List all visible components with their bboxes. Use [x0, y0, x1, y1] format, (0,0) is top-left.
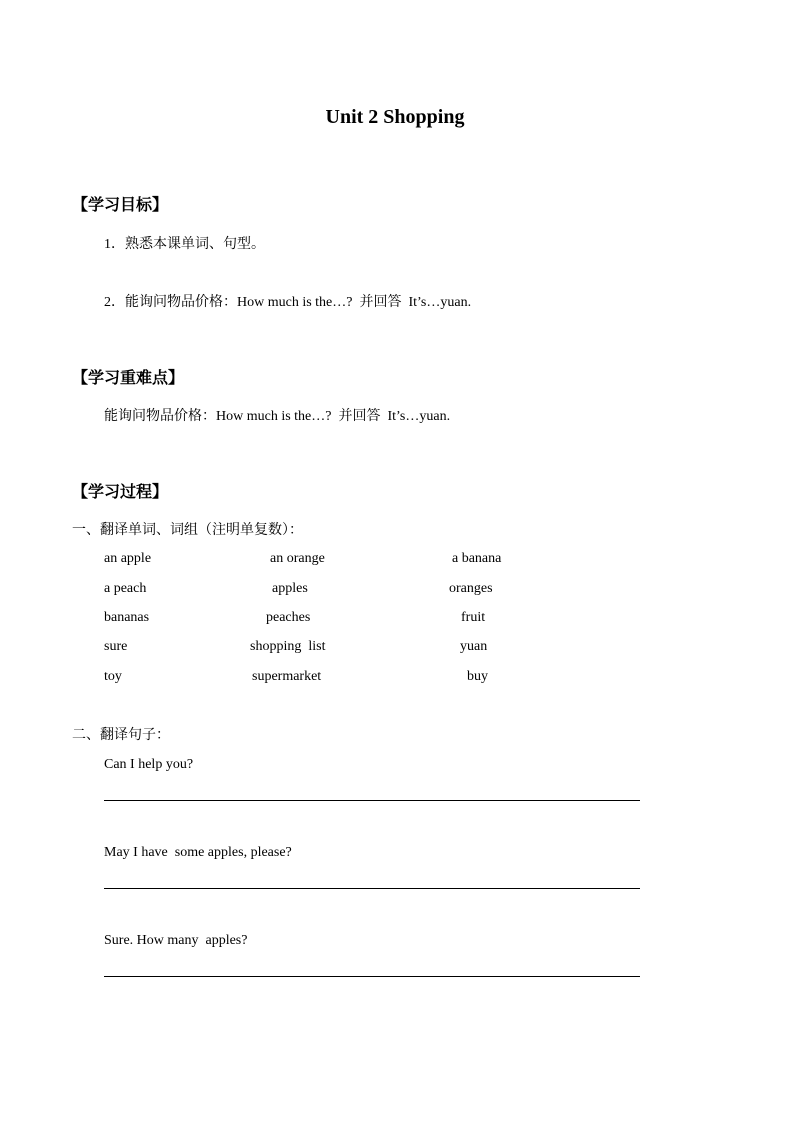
objective-text-cn: 能询问物品价格： [125, 294, 237, 310]
sentence-prompt: Can I help you? [104, 757, 194, 772]
sentence-prompt: May I have some apples, please? [104, 845, 292, 860]
objectives-heading: 【学习目标】 [72, 195, 169, 214]
part2-title: 二、翻译句子： [72, 727, 170, 743]
objective-number: 1． [104, 237, 125, 252]
objective-item-1 [104, 233, 265, 253]
word-cell: fruit [461, 610, 486, 625]
key-points-text-cn: 能询问物品价格： [104, 408, 216, 424]
answer-line [104, 888, 640, 889]
word-cell: toy [104, 669, 122, 684]
word-cell: bananas [104, 610, 150, 625]
key-points-heading: 【学习重难点】 [72, 368, 185, 387]
process-heading: 【学习过程】 [72, 482, 169, 501]
word-cell: an orange [270, 551, 325, 566]
key-points-text-cn2: 并回答 [338, 408, 381, 424]
objective-text-en2: It’s…yuan. [408, 295, 472, 310]
word-cell: peaches [266, 610, 311, 625]
sentence-prompt: Sure. How many apples? [104, 933, 248, 948]
objective-number: 2． [104, 295, 125, 310]
objective-text-en: How much is the…? [237, 295, 353, 310]
key-points-text-en: How much is the…? [216, 409, 332, 424]
part1-title: 一、翻译单词、词组（注明单复数）： [72, 522, 303, 538]
objective-text: 熟悉本课单词、句型。 [125, 236, 265, 252]
page-title: Unit 2 Shopping [325, 106, 465, 128]
answer-line [104, 976, 640, 977]
word-cell: supermarket [252, 669, 322, 684]
objective-item-2 [104, 291, 471, 311]
word-cell: a peach [104, 581, 147, 596]
word-cell: buy [467, 669, 488, 684]
word-cell: yuan [460, 639, 488, 654]
word-cell: a banana [452, 551, 502, 566]
key-points-text-en2: It’s…yuan. [387, 409, 451, 424]
objective-text-cn2: 并回答 [359, 294, 402, 310]
key-points-text [104, 405, 450, 425]
answer-line [104, 800, 640, 801]
word-cell: an apple [104, 551, 152, 566]
word-cell: oranges [449, 581, 493, 596]
word-cell: sure [104, 639, 128, 654]
word-cell: apples [272, 581, 308, 596]
word-cell: shopping list [250, 639, 326, 654]
